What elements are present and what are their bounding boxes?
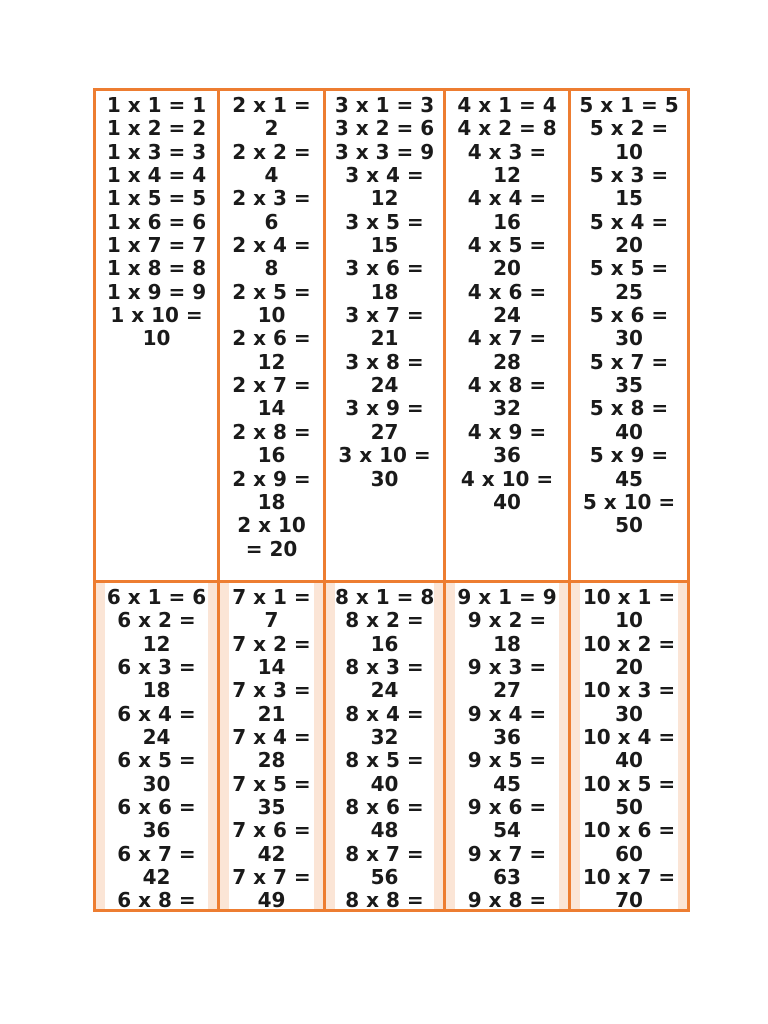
- equation-line: 20: [615, 233, 643, 258]
- cell-table-of-7: [220, 583, 323, 909]
- equation-line: 5 x 5 =: [589, 256, 669, 281]
- equation-line: 5 x 6 =: [589, 303, 669, 328]
- equation-line: 4 x 9 =: [467, 419, 547, 444]
- multiplication-table: [93, 88, 690, 912]
- equation-line: 9 x 7 =: [467, 841, 547, 866]
- equation-line: 5 x 2 =: [589, 116, 669, 141]
- cell-table-of-5: [571, 91, 687, 580]
- equation-line: 3 x 1 = 3: [334, 93, 435, 117]
- equation-line: 24: [493, 303, 521, 328]
- equation-line: 1 x 10 =: [110, 303, 203, 328]
- equation-line: 21: [370, 326, 399, 351]
- equation-line: 6 x 3 =: [117, 655, 196, 680]
- equation-line: 10 x 5 =: [582, 771, 676, 796]
- equation-line: 10 x 2 =: [582, 631, 676, 656]
- equation-line: 8 x 1 = 8: [335, 585, 434, 609]
- equation-line: 30: [615, 701, 643, 726]
- equation-line: 3 x 5 =: [345, 209, 424, 234]
- equation-line: 30: [370, 466, 399, 491]
- equation-line: 45: [615, 466, 643, 491]
- equation-line: 1 x 2 = 2: [106, 116, 207, 141]
- equation-line: 32: [370, 725, 399, 750]
- equation-line: 7 x 1 =: [232, 585, 311, 609]
- equation-line: 16: [370, 631, 399, 656]
- equation-line: 3 x 6 =: [345, 256, 424, 281]
- equation-line: 40: [493, 489, 521, 514]
- equation-line: 5 x 4 =: [589, 209, 669, 234]
- equation-line: 5 x 8 =: [589, 396, 669, 421]
- equation-line: 70: [615, 888, 643, 909]
- equation-line: 7 x 7 =: [232, 865, 311, 890]
- equation-line: 8 x 6 =: [345, 795, 424, 820]
- equation-line: 1 x 7 = 7: [106, 233, 207, 258]
- equation-line: 4 x 8 =: [467, 373, 547, 398]
- equation-line: 2 x 6 =: [232, 326, 311, 351]
- equation-line: 10: [615, 139, 643, 164]
- equation-line: 6 x 7 =: [117, 841, 196, 866]
- equation-line: 7: [264, 608, 279, 633]
- equation-line: 5 x 1 = 5: [579, 93, 679, 117]
- equation-line: 10: [142, 326, 171, 351]
- equation-line: 27: [493, 678, 521, 703]
- equation-line: 9 x 1 = 9: [457, 585, 557, 609]
- equation-line: 18: [493, 631, 521, 656]
- equation-line: 6 x 6 =: [117, 795, 196, 820]
- equation-line: 2 x 4 =: [232, 233, 311, 258]
- equation-line: 1 x 5 = 5: [106, 186, 207, 211]
- equation-line: 10: [615, 608, 643, 633]
- cell-content: [229, 583, 314, 909]
- equation-line: 2 x 10: [237, 513, 306, 538]
- equation-line: 3 x 9 =: [345, 396, 424, 421]
- equation-line: 2 x 8 =: [232, 419, 311, 444]
- equation-line: 35: [257, 795, 286, 820]
- equation-line: 18: [257, 489, 286, 514]
- equation-line: 16: [493, 209, 521, 234]
- equation-line: 2 x 7 =: [232, 373, 311, 398]
- equation-line: 2: [264, 116, 279, 141]
- cell-content: [335, 583, 434, 909]
- equation-line: 9 x 6 =: [467, 795, 547, 820]
- equation-line: 8 x 4 =: [345, 701, 424, 726]
- equation-line: 27: [370, 419, 399, 444]
- cell-table-of-1: [96, 91, 217, 580]
- equation-line: 7 x 2 =: [232, 631, 311, 656]
- equation-line: 4 x 1 = 4: [457, 93, 557, 117]
- cell-table-of-8: [326, 583, 443, 909]
- equation-line: 3 x 8 =: [345, 349, 424, 374]
- cell-table-of-9: [446, 583, 568, 909]
- cell-table-of-2: [220, 91, 323, 580]
- equation-line: 15: [615, 186, 643, 211]
- equation-line: 45: [493, 771, 521, 796]
- equation-line: 6 x 5 =: [117, 748, 196, 773]
- equation-line: 5 x 3 =: [589, 163, 669, 188]
- equation-line: 36: [493, 725, 521, 750]
- equation-line: 7 x 4 =: [232, 725, 311, 750]
- equation-line: 14: [257, 396, 286, 421]
- equation-line: 56: [370, 865, 399, 890]
- equation-line: 12: [370, 186, 399, 211]
- equation-line: 7 x 3 =: [232, 678, 311, 703]
- equation-line: 4 x 7 =: [467, 326, 547, 351]
- equation-line: 36: [493, 443, 521, 468]
- equation-line: 54: [493, 818, 521, 843]
- equation-line: 1 x 1 = 1: [106, 93, 207, 117]
- equation-line: 7 x 6 =: [232, 818, 311, 843]
- equation-line: 18: [370, 279, 399, 304]
- equation-line: 6 x 8 =: [117, 888, 196, 909]
- equation-line: 3 x 4 =: [345, 163, 424, 188]
- equation-line: 28: [257, 748, 286, 773]
- equation-line: 9 x 5 =: [467, 748, 547, 773]
- equation-line: 28: [493, 349, 521, 374]
- equation-line: 8: [264, 256, 279, 281]
- equation-line: 1 x 9 = 9: [106, 279, 207, 304]
- equation-line: 8 x 8 =: [345, 888, 424, 909]
- equation-line: 4 x 3 =: [467, 139, 547, 164]
- equation-line: 40: [615, 419, 643, 444]
- equation-line: 2 x 9 =: [232, 466, 311, 491]
- cell-content: [455, 583, 559, 909]
- cell-table-of-4: [446, 91, 568, 580]
- equation-line: 30: [615, 326, 643, 351]
- equation-line: 8 x 7 =: [345, 841, 424, 866]
- equation-line: 20: [615, 655, 643, 680]
- equation-line: 40: [615, 748, 643, 773]
- equation-line: 1 x 8 = 8: [106, 256, 207, 281]
- equation-line: 9 x 4 =: [467, 701, 547, 726]
- equation-line: 40: [370, 771, 399, 796]
- equation-line: 10 x 6 =: [582, 818, 676, 843]
- equation-line: 35: [615, 373, 643, 398]
- equation-line: 4 x 4 =: [467, 186, 547, 211]
- equation-line: 2 x 3 =: [232, 186, 311, 211]
- cell-table-of-6: [96, 583, 217, 909]
- cell-content: [105, 583, 208, 909]
- equation-line: 10: [257, 303, 286, 328]
- equation-line: 63: [493, 865, 521, 890]
- equation-line: 24: [370, 373, 399, 398]
- equation-line: = 20: [245, 536, 298, 561]
- equation-line: 32: [493, 396, 521, 421]
- equation-line: 1 x 4 = 4: [106, 163, 207, 188]
- equation-line: 24: [370, 678, 399, 703]
- equation-line: 10 x 1 =: [582, 585, 676, 609]
- equation-line: 6 x 4 =: [117, 701, 196, 726]
- equation-line: 20: [493, 256, 521, 281]
- equation-line: 3 x 7 =: [345, 303, 424, 328]
- cell-table-of-10: [571, 583, 687, 909]
- equation-line: 4 x 10 =: [460, 466, 554, 491]
- equation-line: 30: [142, 771, 171, 796]
- equation-line: 4 x 5 =: [467, 233, 547, 258]
- equation-line: 4: [264, 163, 279, 188]
- cell-table-of-3: [326, 91, 443, 580]
- equation-line: 4 x 6 =: [467, 279, 547, 304]
- equation-line: 12: [142, 631, 171, 656]
- equation-line: 16: [257, 443, 286, 468]
- equation-line: 5 x 10 =: [582, 489, 676, 514]
- equation-line: 9 x 2 =: [467, 608, 547, 633]
- equation-line: 10 x 4 =: [582, 725, 676, 750]
- equation-line: 50: [615, 513, 643, 538]
- equation-line: 9 x 3 =: [467, 655, 547, 680]
- equation-line: 42: [257, 841, 286, 866]
- equation-line: 7 x 5 =: [232, 771, 311, 796]
- equation-line: 5 x 9 =: [589, 443, 669, 468]
- equation-line: 36: [142, 818, 171, 843]
- equation-line: 42: [142, 865, 171, 890]
- equation-line: 12: [257, 349, 286, 374]
- equation-line: 14: [257, 655, 286, 680]
- equation-line: 3 x 2 = 6: [334, 116, 435, 141]
- equation-line: 1 x 3 = 3: [106, 139, 207, 164]
- equation-line: 49: [257, 888, 286, 909]
- equation-line: 2 x 2 =: [232, 139, 311, 164]
- equation-line: 9 x 8 =: [467, 888, 547, 909]
- equation-line: 8 x 3 =: [345, 655, 424, 680]
- equation-line: 10 x 3 =: [582, 678, 676, 703]
- equation-line: 48: [370, 818, 399, 843]
- equation-line: 4 x 2 = 8: [457, 116, 557, 141]
- equation-line: 8 x 2 =: [345, 608, 424, 633]
- equation-line: 6 x 1 = 6: [106, 585, 207, 609]
- equation-line: 3 x 10 =: [338, 443, 431, 468]
- equation-line: 10 x 7 =: [582, 865, 676, 890]
- equation-line: 18: [142, 678, 171, 703]
- equation-line: 24: [142, 725, 171, 750]
- equation-line: 21: [257, 701, 286, 726]
- equation-line: 2 x 5 =: [232, 279, 311, 304]
- equation-line: 8 x 5 =: [345, 748, 424, 773]
- equation-line: 12: [493, 163, 521, 188]
- equation-line: 60: [615, 841, 643, 866]
- equation-line: 6: [264, 209, 279, 234]
- equation-line: 5 x 7 =: [589, 349, 669, 374]
- equation-line: 25: [615, 279, 643, 304]
- equation-line: 3 x 3 = 9: [334, 139, 435, 164]
- equation-line: 1 x 6 = 6: [106, 209, 207, 234]
- equation-line: 6 x 2 =: [117, 608, 196, 633]
- equation-line: 2 x 1 =: [232, 93, 311, 117]
- equation-line: 50: [615, 795, 643, 820]
- equation-line: 15: [370, 233, 399, 258]
- cell-content: [580, 583, 678, 909]
